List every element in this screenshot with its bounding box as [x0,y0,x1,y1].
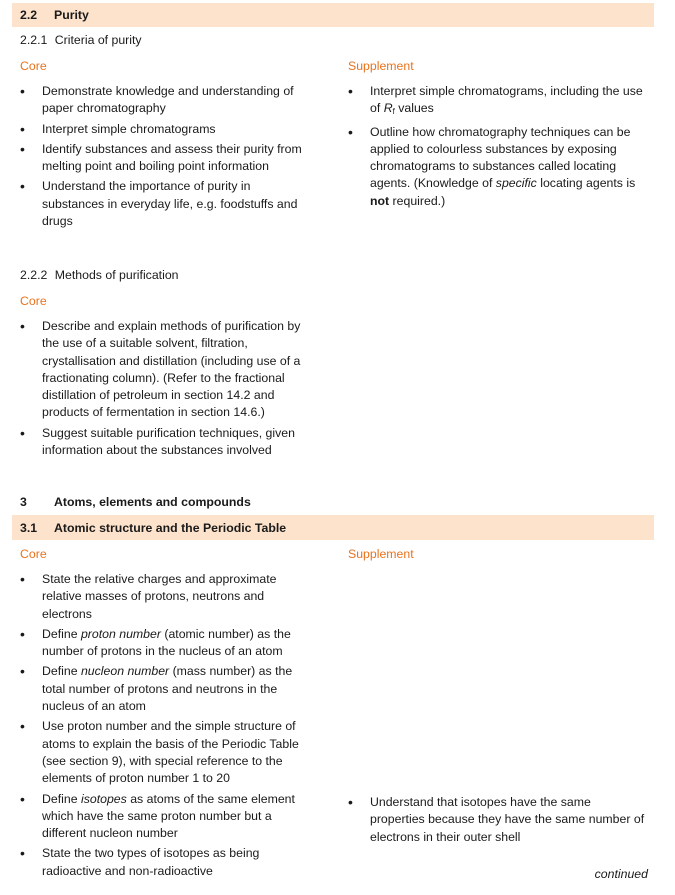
chapter-title: Atoms, elements and compounds [54,495,251,509]
core-label: Core [20,294,47,308]
list-item: • Interpret simple chromatograms, including the use of $R_f$ values [348,83,648,121]
list-item: • State the relative charges and approximate relative masses of protons, neutrons and electrons [20,571,315,623]
section-number: 3.1 [20,521,38,535]
continued-note: continued [594,867,648,881]
list-item: • Identify substances and assess their purity from melting point and boiling point information [20,141,315,176]
list-item: • Outline how chromatography techniques can be applied to colourless substances by exposing chromatograms to substances called locating agents. (Knowledge of specific locating agents is not required.) [348,124,648,210]
section-band-purity [12,3,654,27]
methods-core-list [20,318,315,462]
list-item: • Define nucleon number (mass number) as the total number of protons and neutrons in the nucleus of an atom [20,663,315,715]
subsection-title: Criteria of purity [54,33,142,47]
subsection-heading-methods [20,268,179,282]
core-label: Core [20,547,47,561]
list-item: • Use proton number and the simple structure of atoms to explain the basis of the Periodic Table (see section 9), with special reference to the elements of proton number 1 to 20 [20,718,315,787]
list-item: • Define proton number (atomic number) as the number of protons in the nucleus of an atom [20,626,315,661]
list-item: • Define isotopes as atoms of the same element which have the same proton number but a different nucleon number [20,791,315,843]
list-item: • Understand the importance of purity in substances in everyday life, e.g. foodstuffs and drugs [20,178,315,230]
subsection-heading-criteria [20,33,142,47]
section-band-atomic [12,515,654,540]
atomic-core-list [20,571,315,883]
list-item: • Interpret simple chromatograms [20,121,315,138]
section-number: 2.2 [20,8,38,22]
chapter-heading [20,495,251,509]
subsection-number: 2.2.2 [20,268,48,282]
atomic-supplement-list [348,794,648,849]
section-title: Purity [54,8,89,22]
supplement-label: Supplement [348,59,414,73]
core-label: Core [20,59,47,73]
chapter-number: 3 [20,495,27,509]
list-item: • State the two types of isotopes as being radioactive and non-radioactive [20,845,315,880]
purity-supplement-list [348,83,648,213]
list-item: • Suggest suitable purification techniques, given information about the substances involved [20,425,315,460]
purity-core-list [20,83,315,233]
list-item: • Understand that isotopes have the same properties because they have the same number of electrons in their outer shell [348,794,648,846]
list-item: • Demonstrate knowledge and understanding of paper chromatography [20,83,315,118]
subsection-title: Methods of purification [54,268,179,282]
subsection-number: 2.2.1 [20,33,48,47]
supplement-label: Supplement [348,547,414,561]
list-item: • Describe and explain methods of purification by the use of a suitable solvent, filtration, crystallisation and distillation (including use of a fractionating column). (Refer to the fractional distillation of petroleum in section 14.2 and products of fermentation in section 14.6.) [20,318,315,422]
section-title: Atomic structure and the Periodic Table [54,521,287,535]
